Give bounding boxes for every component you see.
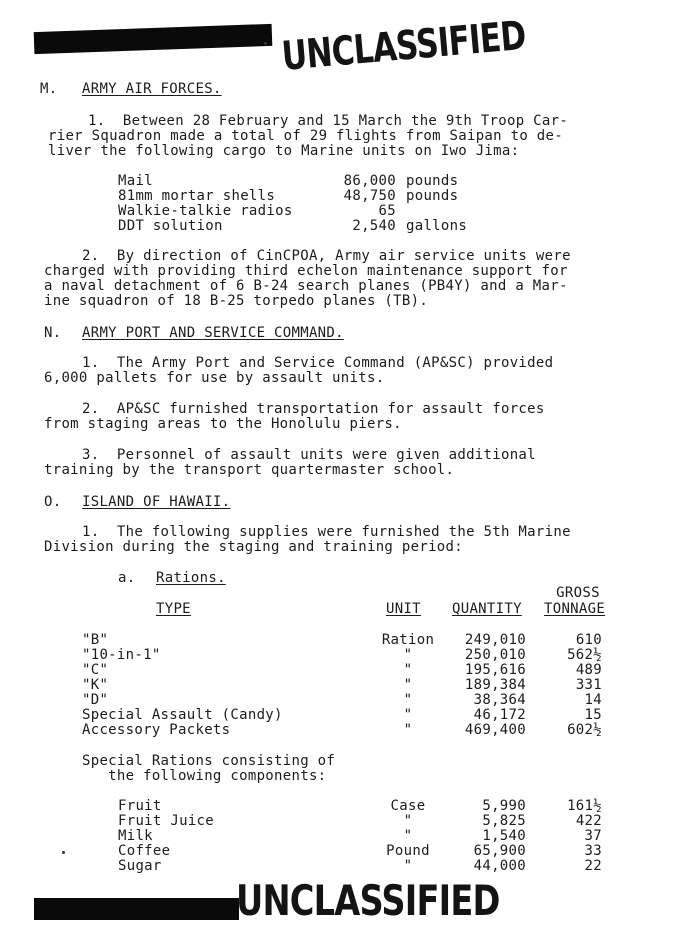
special-type: Fruit [118,798,162,814]
ration-qty: 250,010 [464,647,526,663]
unclassified-stamp-bottom: UNCLASSIFIED [236,876,500,925]
ration-tonnage: 331 [575,677,602,693]
header-unit: UNIT [386,601,421,617]
special-type: Coffee [118,843,171,859]
special-intro-line: Special Rations consisting of [82,753,336,769]
cargo-qty: 86,000 [343,173,396,189]
ration-type: Accessory Packets [82,722,231,738]
ration-type: "K" [82,677,109,693]
section-letter-o: O. [44,494,62,510]
header-gross: GROSS [556,585,600,601]
para-line: charged with providing third echelon maintenance support for [44,263,568,279]
para-line: 1. The following supplies were furnished the 5th Marine [82,524,571,540]
ration-tonnage: 602½ [567,722,602,738]
subsection-label: a. [118,570,136,586]
para-line: liver the following cargo to Marine units on Iwo Jima: [48,143,520,159]
para-line: rier Squadron made a total of 29 flights from Saipan to de- [48,128,563,144]
cargo-item: 81mm mortar shells [118,188,276,204]
special-unit: " [403,828,413,844]
special-qty: 1,540 [482,828,526,844]
special-type: Fruit Juice [118,813,215,829]
para-line: 2. AP&SC furnished transportation for assault forces [82,401,545,417]
cargo-unit: pounds [406,173,459,189]
ration-tonnage: 15 [584,707,602,723]
ration-type: Special Assault (Candy) [82,707,283,723]
para-line: from staging areas to the Honolulu piers. [44,416,402,432]
special-qty: 65,900 [473,843,526,859]
section-heading-n: ARMY PORT AND SERVICE COMMAND. [82,325,344,341]
ration-tonnage: 489 [575,662,602,678]
special-unit: Case [390,798,426,814]
special-tonnage: 422 [575,813,602,829]
para-line: a naval detachment of 6 B-24 search planes (PB4Y) and a Mar- [44,278,568,294]
special-tonnage: 33 [584,843,602,859]
ration-qty: 189,384 [464,677,526,693]
ration-type: "B" [82,632,109,648]
header-tonnage: TONNAGE [544,601,606,617]
ration-qty: 195,616 [464,662,526,678]
special-unit: " [403,813,413,829]
para-line: training by the transport quartermaster school. [44,462,455,478]
header-type: TYPE [156,601,191,617]
special-qty: 5,990 [482,798,526,814]
ration-tonnage: 14 [584,692,602,708]
redaction-bar-bottom [34,898,239,920]
special-tonnage: 37 [584,828,602,844]
speck [62,851,65,854]
section-letter-n: N. [44,325,62,341]
cargo-qty: 65 [378,203,396,219]
special-tonnage: 22 [584,858,602,874]
ration-qty: 46,172 [473,707,526,723]
para-line: 2. By direction of CinCPOA, Army air service units were [82,248,571,264]
special-tonnage: 161½ [567,798,602,814]
cargo-item: Walkie-talkie radios [118,203,293,219]
section-heading-o: ISLAND OF HAWAII. [82,494,231,510]
unclassified-stamp-top: UNCLASSIFIED [279,12,528,80]
special-qty: 44,000 [473,858,526,874]
speck [264,42,267,45]
para-line: ine squadron of 18 B-25 torpedo planes (TB). [44,293,429,309]
ration-qty: 38,364 [473,692,526,708]
cargo-qty: 48,750 [343,188,396,204]
ration-unit: " [403,722,413,738]
special-type: Sugar [118,858,162,874]
para-line: 3. Personnel of assault units were given additional [82,447,536,463]
section-letter-m: M. [40,81,58,97]
special-intro-line: the following components: [82,768,327,784]
cargo-unit: pounds [406,188,459,204]
ration-tonnage: 610 [575,632,602,648]
ration-unit: " [403,647,413,663]
cargo-unit: gallons [406,218,468,234]
ration-unit: Ration [381,632,435,648]
ration-type: "D" [82,692,109,708]
section-heading-m: ARMY AIR FORCES. [82,81,222,97]
cargo-qty: 2,540 [352,218,396,234]
ration-qty: 249,010 [464,632,526,648]
ration-qty: 469,400 [464,722,526,738]
para-line: 6,000 pallets for use by assault units. [44,370,385,386]
cargo-item: Mail [118,173,153,189]
ration-unit: " [403,707,413,723]
header-quantity: QUANTITY [452,601,522,617]
ration-type: "C" [82,662,109,678]
ration-unit: " [403,662,413,678]
cargo-item: DDT solution [118,218,223,234]
ration-unit: " [403,692,413,708]
ration-unit: " [403,677,413,693]
special-unit: " [403,858,413,874]
subsection-heading: Rations. [156,570,226,586]
special-type: Milk [118,828,153,844]
special-qty: 5,825 [482,813,526,829]
special-unit: Pound [386,843,430,859]
ration-tonnage: 562½ [567,647,602,663]
para-line: 1. Between 28 February and 15 March the 9th Troop Car- [88,113,569,129]
para-line: 1. The Army Port and Service Command (AP&SC) provided [82,355,554,371]
ration-type: "10-in-1" [82,647,161,663]
para-line: Division during the staging and training period: [44,539,463,555]
redaction-bar-top [34,24,273,54]
